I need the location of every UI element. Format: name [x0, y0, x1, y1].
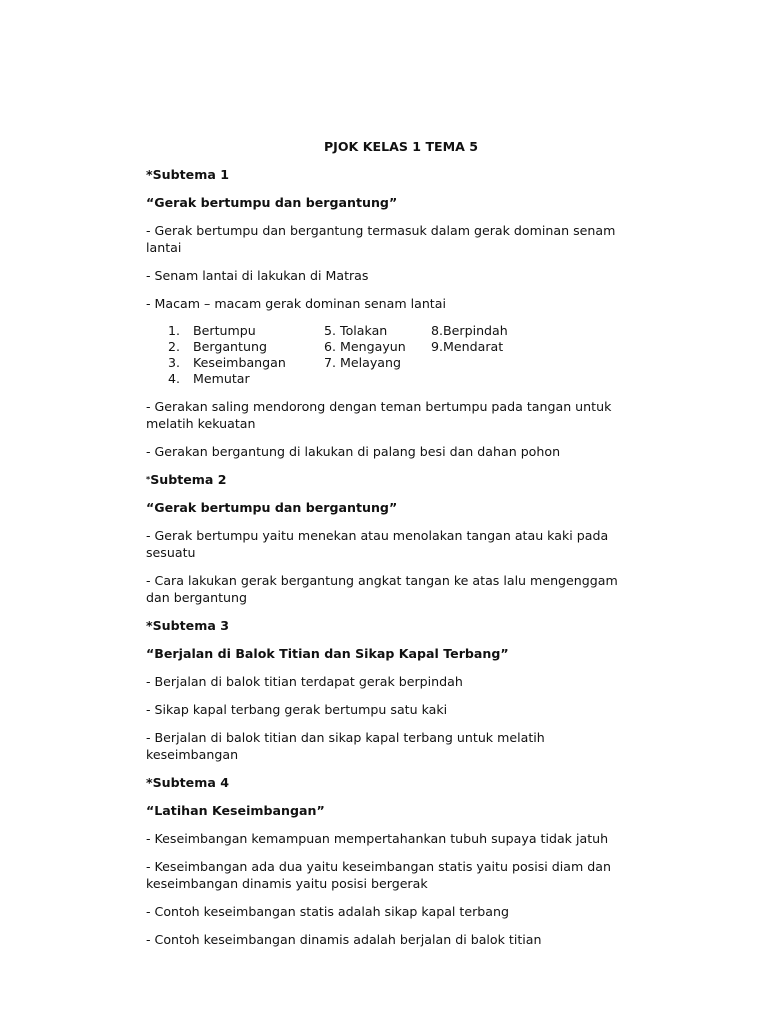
paragraph: - Keseimbangan kemampuan mempertahankan tubuh supaya tidak jatuh	[146, 831, 609, 846]
asterisk-mark: *	[146, 475, 151, 484]
list-text: Bertumpu	[193, 323, 256, 338]
paragraph: - Berjalan di balok titian dan sikap kapal terbang untuk melatih keseimbangan	[146, 730, 545, 762]
list-text: Keseimbangan	[193, 355, 286, 370]
list-text: Bergantung	[193, 339, 267, 354]
list-item	[168, 371, 324, 387]
list-number: 1.	[168, 323, 181, 338]
paragraph: - Sikap kapal terbang gerak bertumpu satu kaki	[146, 702, 448, 717]
subtema-1-subtitle: “Gerak bertumpu dan bergantung”	[146, 195, 398, 210]
movement-list-column-2	[324, 323, 431, 387]
subtema-2-heading-text: Subtema 2	[150, 472, 227, 487]
subtema-4-heading: *Subtema 4	[146, 775, 229, 790]
subtema-2-subtitle: “Gerak bertumpu dan bergantung”	[146, 500, 398, 515]
paragraph: - Gerakan saling mendorong dengan teman bertumpu pada tangan untuk melatih kekuatan	[146, 399, 612, 431]
list-number: 3.	[168, 355, 181, 370]
list-item: 7. Melayang	[324, 355, 401, 370]
movement-list-column-3	[431, 323, 531, 387]
list-item	[168, 339, 324, 355]
list-item: 8.Berpindah	[431, 323, 508, 338]
list-item: 6. Mengayun	[324, 339, 406, 354]
paragraph: - Cara lakukan gerak bergantung angkat tangan ke atas lalu mengenggam dan bergantung	[146, 573, 618, 605]
paragraph: - Macam – macam gerak dominan senam lantai	[146, 296, 446, 311]
subtema-1-heading: *Subtema 1	[146, 167, 229, 182]
list-item: 9.Mendarat	[431, 339, 504, 354]
paragraph: - Gerak bertumpu yaitu menekan atau menolakan tangan atau kaki pada sesuatu	[146, 528, 609, 560]
list-text: Memutar	[193, 371, 250, 386]
list-number: 2.	[168, 339, 181, 354]
subtema-2-heading	[146, 471, 636, 488]
paragraph: - Gerak bertumpu dan bergantung termasuk dalam gerak dominan senam lantai	[146, 223, 616, 255]
list-item	[168, 355, 324, 371]
movement-list	[146, 323, 636, 387]
list-item: 5. Tolakan	[324, 323, 388, 338]
paragraph: - Senam lantai di lakukan di Matras	[146, 268, 369, 283]
paragraph: - Keseimbangan ada dua yaitu keseimbangan statis yaitu posisi diam dan keseimbangan dinamis yaitu posisi bergerak	[146, 859, 611, 891]
paragraph: - Contoh keseimbangan dinamis adalah berjalan di balok titian	[146, 932, 542, 947]
movement-list-column-1	[168, 323, 324, 387]
document-body	[146, 138, 636, 959]
paragraph: - Contoh keseimbangan statis adalah sikap kapal terbang	[146, 904, 509, 919]
paragraph: - Gerakan bergantung di lakukan di palang besi dan dahan pohon	[146, 444, 561, 459]
paragraph: - Berjalan di balok titian terdapat gerak berpindah	[146, 674, 463, 689]
subtema-3-heading: *Subtema 3	[146, 618, 229, 633]
list-item	[168, 323, 324, 339]
list-number: 4.	[168, 371, 181, 386]
document-title: PJOK KELAS 1 TEMA 5	[323, 139, 479, 154]
subtema-3-subtitle: “Berjalan di Balok Titian dan Sikap Kapal Terbang”	[146, 646, 509, 661]
subtema-4-subtitle: “Latihan Keseimbangan”	[146, 803, 325, 818]
